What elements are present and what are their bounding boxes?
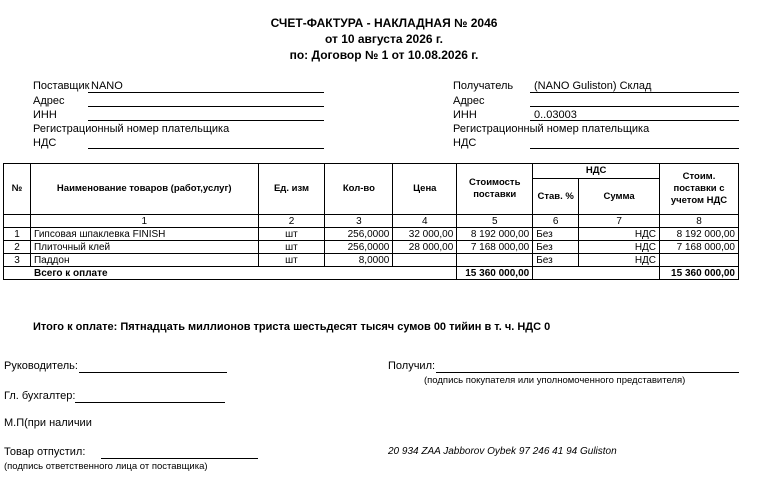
col-number: 4 [393, 215, 457, 228]
recipient-nds-label: НДС [453, 137, 477, 149]
received-signature-line[interactable] [436, 372, 739, 373]
recipient-line [530, 92, 739, 93]
supplier-nds-label: НДС [33, 137, 57, 149]
row-name: Гипсовая шпаклевка FINISH [30, 228, 258, 241]
col-number: 8 [660, 215, 739, 228]
row-num: 1 [4, 228, 31, 241]
row-cost: 8 192 000,00 [457, 228, 533, 241]
stamp-label: М.П(при наличии [4, 417, 92, 429]
recipient-address-line [530, 106, 739, 107]
supplier-inn-label: ИНН [33, 109, 57, 121]
supplier-value: NANO [91, 80, 123, 92]
released-hint: (подпись ответственного лица от поставщика) [4, 461, 208, 472]
footer-info: 20 934 ZAA Jabborov Oybek 97 246 41 94 Guliston [388, 446, 617, 457]
total-with-nds: 15 360 000,00 [660, 267, 739, 280]
col-header-qty: Кол-во [325, 164, 393, 215]
col-header-num: № [4, 164, 31, 215]
recipient-inn-label: ИНН [453, 109, 477, 121]
row-total [660, 254, 739, 267]
row-nds-rate: Без [533, 228, 579, 241]
col-header-unit: Ед. изм [258, 164, 325, 215]
received-hint: (подпись покупателя или уполномоченного представителя) [424, 375, 686, 386]
recipient-reg-label: Регистрационный номер плательщика [453, 123, 650, 135]
received-label: Получил: [388, 360, 436, 372]
head-label: Руководитель: [4, 360, 78, 372]
document-contract: по: Договор № 1 от 10.08.2026 г. [289, 48, 479, 62]
accountant-label: Гл. бухгалтер: [4, 390, 76, 402]
total-row [4, 267, 739, 280]
recipient-nds-line [530, 148, 739, 149]
col-header-cost: Стоимость поставки [457, 164, 533, 215]
row-qty: 8,0000 [325, 254, 393, 267]
column-number-row [4, 215, 739, 228]
accountant-signature-line[interactable] [75, 402, 225, 403]
row-nds-rate: Без [533, 241, 579, 254]
items-table [3, 163, 739, 280]
row-unit: шт [258, 254, 325, 267]
row-unit: шт [258, 241, 325, 254]
row-cost [457, 254, 533, 267]
col-number: 7 [579, 215, 660, 228]
col-number: 6 [533, 215, 579, 228]
recipient-label: Получатель [453, 80, 514, 92]
recipient-address-label: Адрес [453, 95, 485, 107]
row-qty: 256,0000 [325, 241, 393, 254]
row-num: 2 [4, 241, 31, 254]
total-label: Всего к оплате [4, 267, 457, 280]
col-header-nds-sum: Сумма [579, 179, 660, 215]
row-total: 8 192 000,00 [660, 228, 739, 241]
row-price: 32 000,00 [393, 228, 457, 241]
table-header-row [4, 164, 739, 179]
col-header-name: Наименование товаров (работ,услуг) [30, 164, 258, 215]
document-title: СЧЕТ-ФАКТУРА - НАКЛАДНАЯ № 2046 [270, 16, 498, 30]
row-qty: 256,0000 [325, 228, 393, 241]
recipient-inn-value: 0..03003 [534, 109, 577, 121]
released-label: Товар отпустил: [4, 446, 86, 458]
total-in-words: Итого к оплате: Пятнадцать миллионов триста шестьдесят тысяч сумов 00 тийин в т. ч. НДС 0 [33, 321, 551, 333]
col-number: 2 [258, 215, 325, 228]
released-signature-line[interactable] [101, 458, 258, 459]
table-row [4, 241, 739, 254]
row-num: 3 [4, 254, 31, 267]
document-date: от 10 августа 2026 г. [324, 32, 444, 46]
row-nds-sum: НДС [579, 254, 660, 267]
col-number: 3 [325, 215, 393, 228]
col-header-nds-rate: Став. % [533, 179, 579, 215]
table-row [4, 228, 739, 241]
supplier-line [88, 92, 324, 93]
col-number: 1 [30, 215, 258, 228]
col-number: 5 [457, 215, 533, 228]
row-unit: шт [258, 228, 325, 241]
recipient-inn-line [530, 120, 739, 121]
col-header-total: Стоим. поставки с учетом НДС [660, 164, 739, 215]
total-cost: 15 360 000,00 [457, 267, 533, 280]
supplier-label: Поставщик [33, 80, 90, 92]
row-cost: 7 168 000,00 [457, 241, 533, 254]
col-header-nds: НДС [533, 164, 660, 179]
supplier-inn-line [88, 120, 324, 121]
row-price [393, 254, 457, 267]
col-header-price: Цена [393, 164, 457, 215]
row-price: 28 000,00 [393, 241, 457, 254]
recipient-value: (NANO Guliston) Склад [534, 80, 652, 92]
supplier-address-label: Адрес [33, 95, 65, 107]
row-name: Паддон [30, 254, 258, 267]
supplier-address-line [88, 106, 324, 107]
row-nds-sum: НДС [579, 228, 660, 241]
row-nds-sum: НДС [579, 241, 660, 254]
supplier-nds-line [88, 148, 324, 149]
head-signature-line[interactable] [79, 372, 227, 373]
row-nds-rate: Без [533, 254, 579, 267]
supplier-reg-label: Регистрационный номер плательщика [33, 123, 230, 135]
row-total: 7 168 000,00 [660, 241, 739, 254]
row-name: Плиточный клей [30, 241, 258, 254]
table-row [4, 254, 739, 267]
